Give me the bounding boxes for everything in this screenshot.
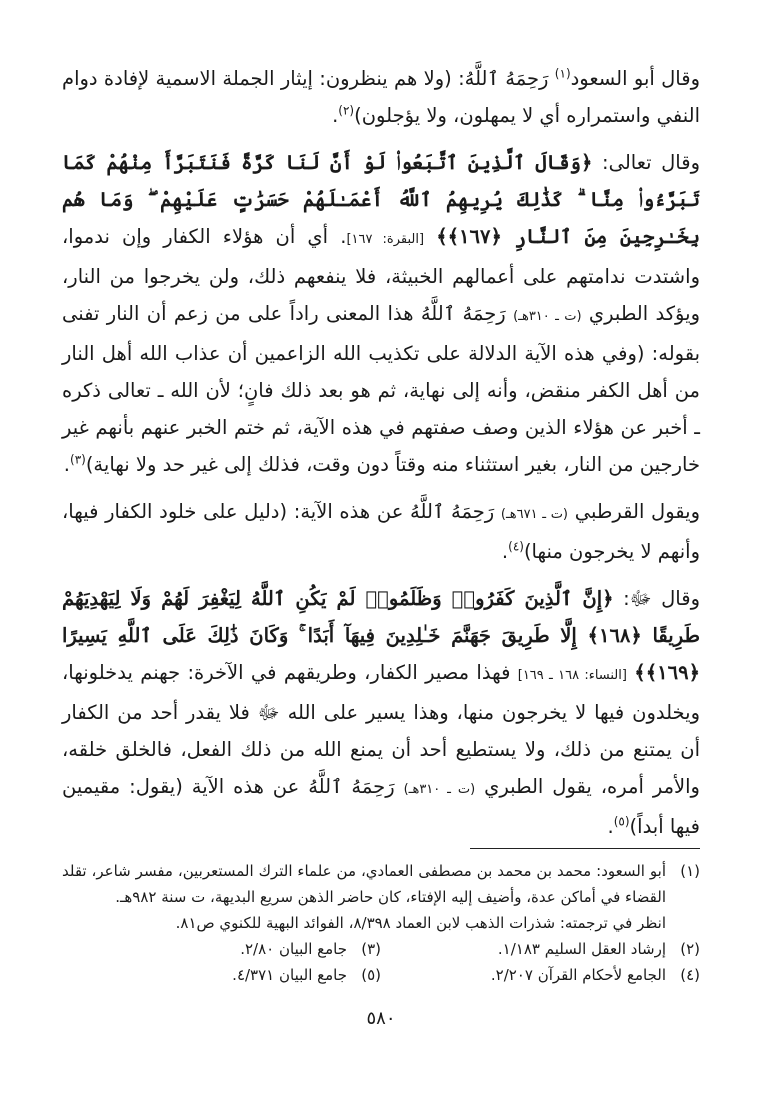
page-body [62, 60, 700, 855]
footnote-text: الجامع لأحكام القرآن ٢/٢٠٧. [490, 966, 666, 984]
page-number: ٥٨٠ [366, 1008, 396, 1029]
main-text [62, 60, 700, 845]
footnote-number: (٥) [361, 966, 381, 984]
footnote-row [62, 962, 700, 988]
death-date: (ت ـ ٣١٠هـ) [403, 782, 476, 797]
footnote-1 [62, 858, 700, 936]
quran-verse: ﴿إِنَّ ٱلَّذِينَ كَفَرُوا۟ وَظَلَمُوا۟ لَمْ يَكُنِ ٱللَّهُ لِيَغْفِرَ لَهُمْ وَلَا لِيَهْدِيَهُمْ طَرِيقًا ﴿١٦٨﴾ إِلَّا طَرِيقَ جَهَنَّمَ خَـٰلِدِينَ فِيهَآ أَبَدًا ۚ وَكَانَ ذَٰلِكَ عَلَى ٱللَّهِ يَسِيرًا ﴿١٦٩﴾﴾ [62, 587, 701, 684]
paragraph-abu-saud [62, 60, 700, 134]
footnote-2 [381, 936, 700, 962]
footnote-number: (٢) [680, 940, 700, 958]
text: رَحِمَهُ ٱللَّهُ عن هذه الآية: (دليل على خلود الكفار فيها، وأنهم لا يخرجون منها) [62, 500, 700, 563]
text: ويقول القرطبي [574, 500, 701, 523]
text: رَحِمَهُ ٱللَّهُ هذا المعنى راداً على من زعم أن النار تفنى بقوله: (وفي هذه الآية الدلالة على تكذيب الله الزاعمين أن عذاب الله أهل النار من أهل الكفر منقض، وأنه إلى نهاية، ثم هو بعد ذلك فانٍ؛ لأن الله ـ تعالى ذكره ـ أخبر عن هؤلاء الذين وصف صفتهم في هذه الآية، ثم ختم الخبر عنهم بأنهم غير خارجين من النار، بغير استثناء منه وقتاً دون وقت، فذلك إلى غير حد ولا نهاية) [62, 302, 700, 476]
footnote-text: أبو السعود: محمد بن محمد بن مصطفى العمادي، من علماء الترك المستعربين، مفسر شاعر، تقلد القضاء في أماكن عدة، وأضيف إليه الإفتاء، كان حاضر الذهن سريع البديهة، ت سنة ٩٨٢هـ. [62, 862, 666, 906]
footnote-number: (٤) [680, 966, 700, 984]
footnote-text: انظر في ترجمته: شذرات الذهب لابن العماد ٨/٣٩٨، الفوائد البهية للكنوي ص٨١. [175, 914, 666, 932]
text: رَحِمَهُ ٱللَّهُ: (ولا هم ينظرون: إيثار الجملة الاسمية لإفادة دوام النفي واستمراره أي لا يمهلون، ولا يؤجلون) [62, 67, 700, 127]
footnote-number: (١) [680, 862, 700, 880]
footnote-marker: (٢) [338, 103, 355, 118]
text: . [607, 815, 614, 838]
text: وقال ﷻ: [623, 587, 700, 610]
footnote-marker: (٤) [508, 539, 524, 554]
footnote-5 [62, 962, 381, 988]
text: فهذا مصير الكفار، وطريقهم في الآخرة: جهنم يدخلونها، ويخلدون فيها لا يخرجون منها، وهذا يسير على الله ﷻ فلا يقدر أحد من الكفار أن يمتنع من ذلك، ولا يستطيع أحد أن يمنع الله من ذلك الفعل، فالخلق خلقه، والأمر أمره، يقول الطبري [62, 661, 700, 798]
footnote-marker: (١) [554, 66, 571, 81]
text: . [501, 540, 509, 563]
text: . أي أن هؤلاء الكفار وإن ندموا، واشتدت ندامتهم على أعمالهم الخبيثة، فلا ينفعهم ذلك، ولن يخرجوا من النار، ويؤكد الطبري [62, 225, 700, 325]
text: . [63, 453, 70, 476]
death-date: (ت ـ ٦٧١هـ) [500, 507, 569, 522]
quran-verse: ﴿وَقَالَ ٱلَّذِينَ ٱتَّبَعُوا۟ لَوْ أَنَّ لَنَا كَرَّةً فَنَتَبَرَّأَ مِنْهُمْ كَمَا تَبَرَّءُوا۟ مِنَّا ۗ كَذَٰلِكَ يُرِيهِمُ ٱللَّهُ أَعْمَـٰلَهُمْ حَسَرَٰتٍ عَلَيْهِمْ ۖ وَمَا هُم بِخَـٰرِجِينَ مِنَ ٱلنَّارِ ﴿١٦٧﴾﴾ [62, 151, 701, 248]
footnote-number: (٣) [361, 940, 381, 958]
footnote-row [62, 936, 700, 962]
death-date: (ت ـ ٣١٠هـ) [513, 309, 582, 324]
footnotes [62, 858, 700, 988]
footnote-4 [381, 962, 700, 988]
verse-reference: [البقرة: ١٦٧] [346, 232, 425, 247]
paragraph-qurtubi [62, 493, 700, 570]
footnote-marker: (٥) [613, 814, 630, 829]
footnote-text: جامع البيان ٤/٣٧١. [232, 966, 347, 984]
text: رَحِمَهُ ٱللَّهُ عن هذه الآية (يقول: مقيمين فيها أبداً) [62, 775, 700, 838]
footnote-marker: (٣) [70, 452, 86, 467]
verse-reference: [النساء: ١٦٨ ـ ١٦٩] [517, 668, 627, 683]
footnote-text: إرشاد العقل السليم ١/١٨٣. [497, 940, 666, 958]
text: وقال تعالى: [602, 151, 700, 174]
footnote-text: جامع البيان ٢/٨٠. [240, 940, 347, 958]
paragraph-nisa [62, 580, 700, 845]
paragraph-baqara [62, 144, 700, 483]
footnote-divider [470, 848, 700, 849]
footnote-3 [62, 936, 381, 962]
text: . [332, 104, 339, 127]
text: وقال أبو السعود [570, 67, 700, 90]
